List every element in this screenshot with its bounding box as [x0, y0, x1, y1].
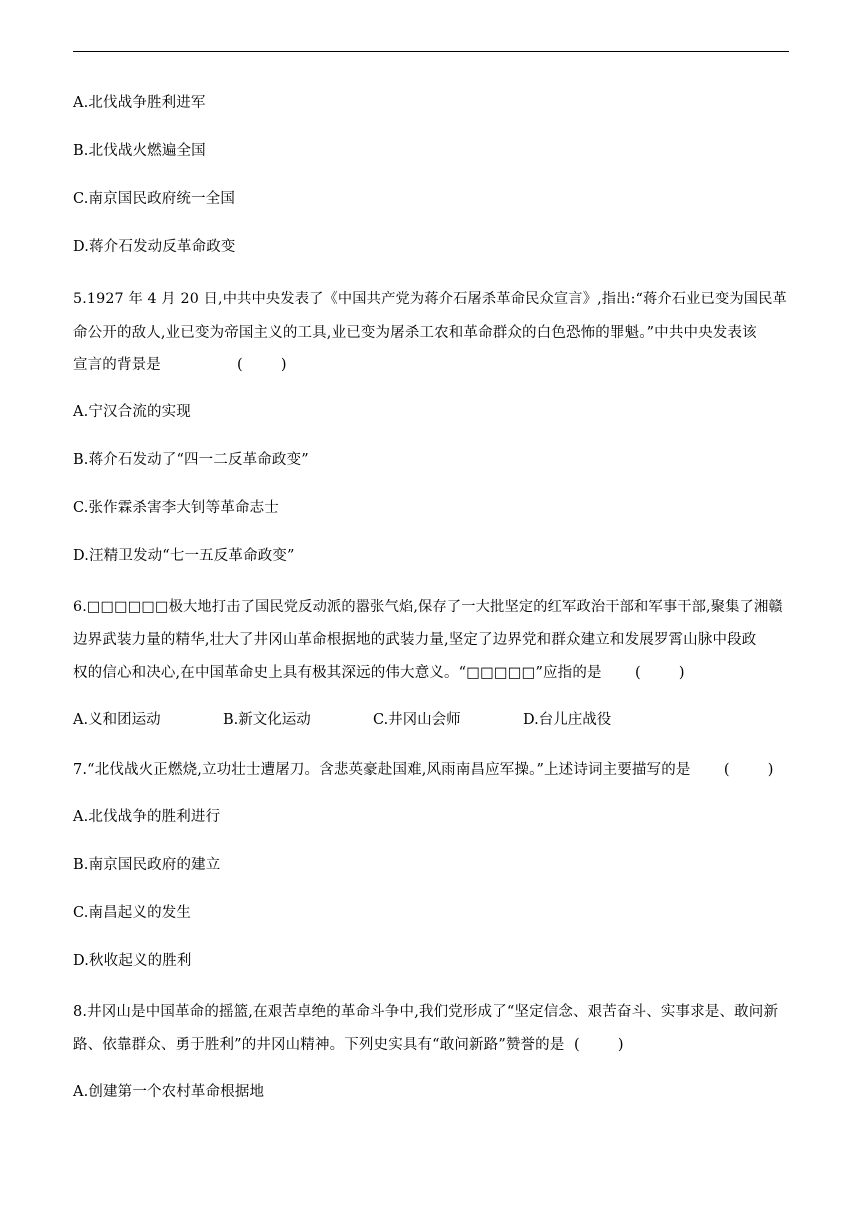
q5-option-b: B.蒋介石发动了“四一二反革命政变”	[73, 452, 309, 468]
q5-option-a: A.宁汉合流的实现	[73, 404, 191, 420]
q7-option-c: C.南昌起义的发生	[73, 905, 192, 921]
q5-stem-line-1: 5.1927 年 4 月 20 日,中共中央发表了《中国共产党为蒋介石屠杀革命民众宣言》,指出:“蒋介石业已变为国民革	[73, 291, 787, 307]
q6-option-d: D.台儿庄战役	[523, 712, 612, 728]
q6-stem-line-3: 权的信心和决心,在中国革命史上具有极其深远的伟大意义。“□□□□□”应指的是 ( )	[73, 665, 685, 681]
q5-option-c: C.张作霖杀害李大钊等革命志士	[73, 500, 279, 516]
q8-stem-line-2: 路、依靠群众、勇于胜利”的井冈山精神。下列史实具有“敢问新路”赞誉的是 ( )	[73, 1037, 624, 1053]
header-rule	[73, 51, 789, 52]
q4-option-c: C.南京国民政府统一全国	[73, 191, 235, 207]
q6-option-b: B.新文化运动	[223, 712, 311, 728]
q7-option-b: B.南京国民政府的建立	[73, 857, 221, 873]
q7-option-a: A.北伐战争的胜利进行	[73, 809, 221, 825]
q6-option-c: C.井冈山会师	[373, 712, 461, 728]
q5-stem-line-2: 命公开的敌人,业已变为帝国主义的工具,业已变为屠杀工农和革命群众的白色恐怖的罪魁。”中共中央发表该	[73, 325, 757, 341]
q8-option-a: A.创建第一个农村革命根据地	[73, 1084, 265, 1100]
q4-option-b: B.北伐战火燃遍全国	[73, 143, 206, 159]
q6-stem-line-1: 6.□□□□□□极大地打击了国民党反动派的嚣张气焰,保存了一大批坚定的红军政治干部和军事干部,聚集了湘赣	[73, 599, 783, 615]
q4-option-d: D.蒋介石发动反革命政变	[73, 239, 236, 255]
q4-option-a: A.北伐战争胜利进军	[73, 95, 206, 111]
q8-stem-line-1: 8.井冈山是中国革命的摇篮,在艰苦卓绝的革命斗争中,我们党形成了“坚定信念、艰苦奋斗、实事求是、敢问新	[73, 1004, 779, 1020]
q7-stem: 7.“北伐战火正燃烧,立功壮士遭屠刀。含悲英豪赴国难,风雨南昌应军操。”上述诗词主要描写的是 ( )	[73, 762, 774, 778]
q5-stem-line-3: 宣言的背景是 ( )	[73, 357, 287, 373]
q7-option-d: D.秋收起义的胜利	[73, 953, 192, 969]
q6-option-a: A.义和团运动	[73, 712, 161, 728]
q5-option-d: D.汪精卫发动“七一五反革命政变”	[73, 548, 295, 564]
q6-stem-line-2: 边界武装力量的精华,壮大了井冈山革命根据地的武装力量,坚定了边界党和群众建立和发展罗霄山脉中段政	[73, 632, 757, 648]
